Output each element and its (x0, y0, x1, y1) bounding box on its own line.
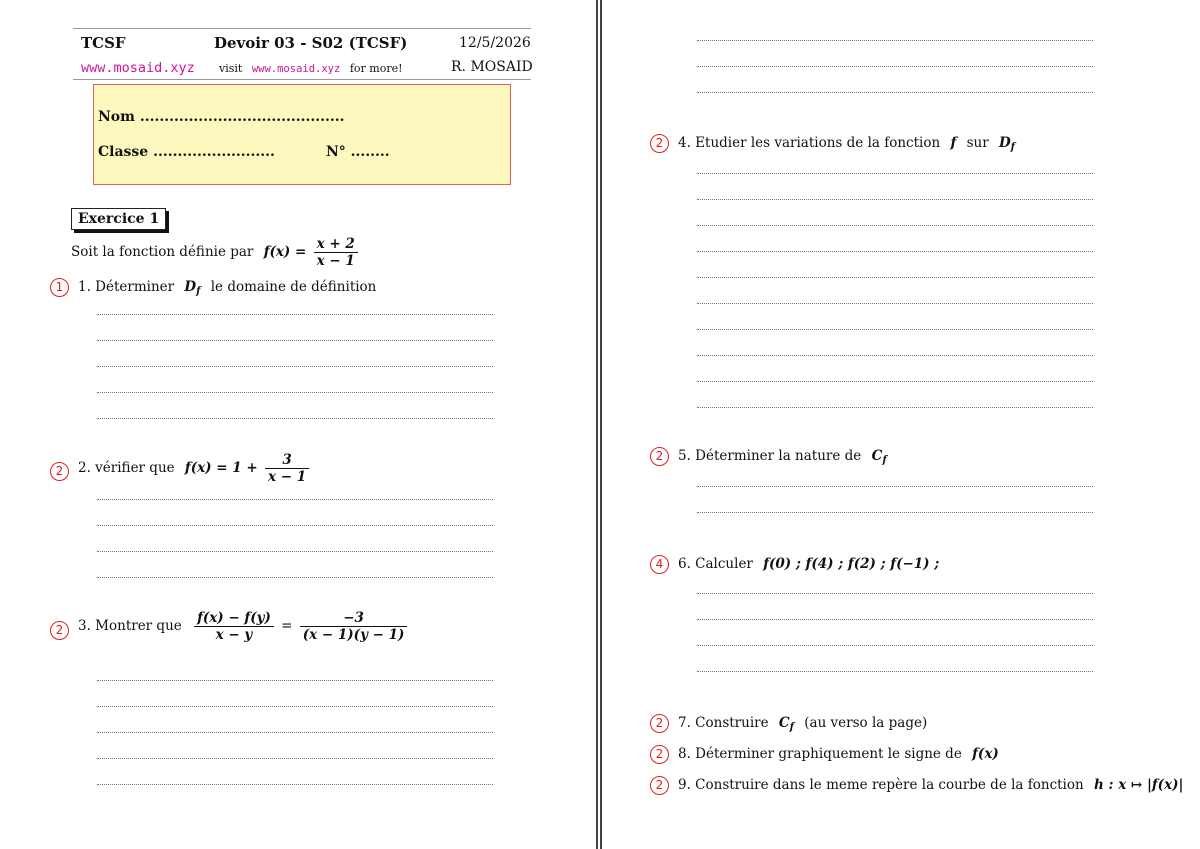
question-2 (78, 452, 312, 485)
answer-line[interactable] (97, 340, 493, 341)
header-date: 12/5/2026 (459, 35, 531, 51)
points-badge: 2 (650, 447, 669, 466)
exercise-title: Exercice 1 (71, 208, 166, 230)
answer-line[interactable] (697, 66, 1093, 67)
q7-rest: (au verso la page) (804, 715, 928, 731)
header-site-link[interactable]: www.mosaid.xyz (81, 60, 195, 76)
curve-symbol: $C_f$ (871, 448, 887, 466)
f-numerator: x + 2 (314, 236, 358, 253)
answer-line[interactable] (97, 551, 493, 552)
answer-line[interactable] (697, 671, 1093, 672)
header-top-rule (73, 28, 531, 29)
answer-line[interactable] (97, 784, 493, 785)
answer-line[interactable] (697, 329, 1093, 330)
header-title: Devoir 03 - S02 (TCSF) (214, 34, 408, 52)
answer-line[interactable] (697, 225, 1093, 226)
points-badge: 2 (50, 462, 69, 481)
answer-line[interactable] (97, 577, 493, 578)
for-more-text: for more! (349, 62, 403, 75)
visit-site-link[interactable]: www.mosaid.xyz (251, 63, 341, 75)
answer-line[interactable] (697, 486, 1093, 487)
q3-rhs-numerator: −3 (300, 610, 408, 627)
answer-line[interactable] (697, 92, 1093, 93)
f-definition-lhs: f(x) = (263, 244, 307, 260)
answer-line[interactable] (97, 392, 493, 393)
points-badge: 2 (650, 745, 669, 764)
q9-expr: h : x ↦ |f(x)| (1094, 777, 1184, 793)
q3-text: 3. Montrer que (78, 618, 182, 634)
answer-line[interactable] (697, 303, 1093, 304)
q6-values: f(0) ; f(4) ; f(2) ; f(−1) ; (763, 556, 940, 572)
header-class: TCSF (81, 34, 126, 52)
question-3 (78, 610, 410, 643)
answer-line[interactable] (97, 525, 493, 526)
answer-line[interactable] (97, 758, 493, 759)
student-info-box (93, 84, 511, 185)
q2-denominator: x − 1 (267, 469, 307, 485)
points-badge: 2 (650, 134, 669, 153)
answer-line[interactable] (697, 40, 1093, 41)
question-5 (678, 448, 887, 466)
question-9 (678, 777, 1183, 793)
q8-expr: f(x) (972, 746, 999, 762)
domain-symbol: $D_f$ (998, 135, 1015, 153)
answer-line[interactable] (697, 407, 1093, 408)
exercise-intro (71, 236, 361, 269)
answer-line[interactable] (697, 593, 1093, 594)
q1-text: 1. Déterminer (78, 279, 175, 295)
q9-text: 9. Construire dans le meme repère la courbe de la fonction (678, 777, 1084, 793)
answer-line[interactable] (697, 199, 1093, 200)
answer-line[interactable] (697, 512, 1093, 513)
q4-text: 4. Etudier les variations de la fonction (678, 135, 941, 151)
q3-rhs-fraction (300, 610, 408, 643)
q3-rhs-denominator: (x − 1)(y − 1) (302, 627, 405, 643)
q5-text: 5. Déterminer la nature de (678, 448, 862, 464)
q1-rest: le domaine de définition (210, 279, 377, 295)
points-badge: 1 (50, 278, 69, 297)
answer-line[interactable] (97, 732, 493, 733)
answer-line[interactable] (97, 680, 493, 681)
header-visit (219, 62, 403, 75)
intro-text: Soit la fonction définie par (71, 244, 254, 260)
f-denominator: x − 1 (316, 253, 355, 269)
q2-fraction (265, 452, 309, 485)
numero-field[interactable]: N° ........ (326, 144, 390, 160)
header-author: R. MOSAID (451, 59, 533, 75)
q3-lhs-numerator: f(x) − f(y) (194, 610, 274, 627)
visit-text: visit (219, 62, 243, 75)
question-7 (678, 715, 927, 733)
points-badge: 2 (50, 621, 69, 640)
q6-text: 6. Calculer (678, 556, 753, 572)
answer-line[interactable] (697, 355, 1093, 356)
q3-lhs-fraction (194, 610, 274, 643)
f-definition-fraction (314, 236, 358, 269)
answer-line[interactable] (97, 366, 493, 367)
q2-lhs: f(x) = 1 + (184, 460, 258, 476)
q8-text: 8. Déterminer graphiquement le signe de (678, 746, 962, 762)
header-bottom-rule (73, 79, 531, 80)
answer-line[interactable] (697, 173, 1093, 174)
answer-line[interactable] (697, 251, 1093, 252)
q7-text: 7. Construire (678, 715, 769, 731)
nom-field[interactable]: Nom .......................................... (98, 109, 345, 125)
answer-line[interactable] (97, 418, 493, 419)
q3-lhs-denominator: x − y (215, 627, 253, 643)
q4-sur: sur (966, 135, 989, 151)
domain-symbol: $D_f$ (184, 279, 201, 297)
answer-line[interactable] (97, 314, 493, 315)
page-divider (600, 0, 602, 849)
points-badge: 2 (650, 714, 669, 733)
question-8 (678, 746, 999, 762)
q2-numerator: 3 (265, 452, 309, 469)
q4-f: f (950, 135, 957, 151)
answer-line[interactable] (697, 381, 1093, 382)
page-divider (596, 0, 598, 849)
answer-line[interactable] (697, 277, 1093, 278)
points-badge: 2 (650, 776, 669, 795)
answer-line[interactable] (697, 645, 1093, 646)
answer-line[interactable] (697, 619, 1093, 620)
answer-line[interactable] (97, 499, 493, 500)
classe-field[interactable]: Classe ......................... (98, 144, 275, 160)
q2-text: 2. vérifier que (78, 460, 175, 476)
curve-symbol: $C_f$ (778, 715, 794, 733)
answer-line[interactable] (97, 706, 493, 707)
question-4 (678, 135, 1015, 153)
points-badge: 4 (650, 555, 669, 574)
question-6 (678, 556, 939, 572)
question-1 (78, 279, 376, 297)
q3-equals: = (281, 618, 293, 634)
